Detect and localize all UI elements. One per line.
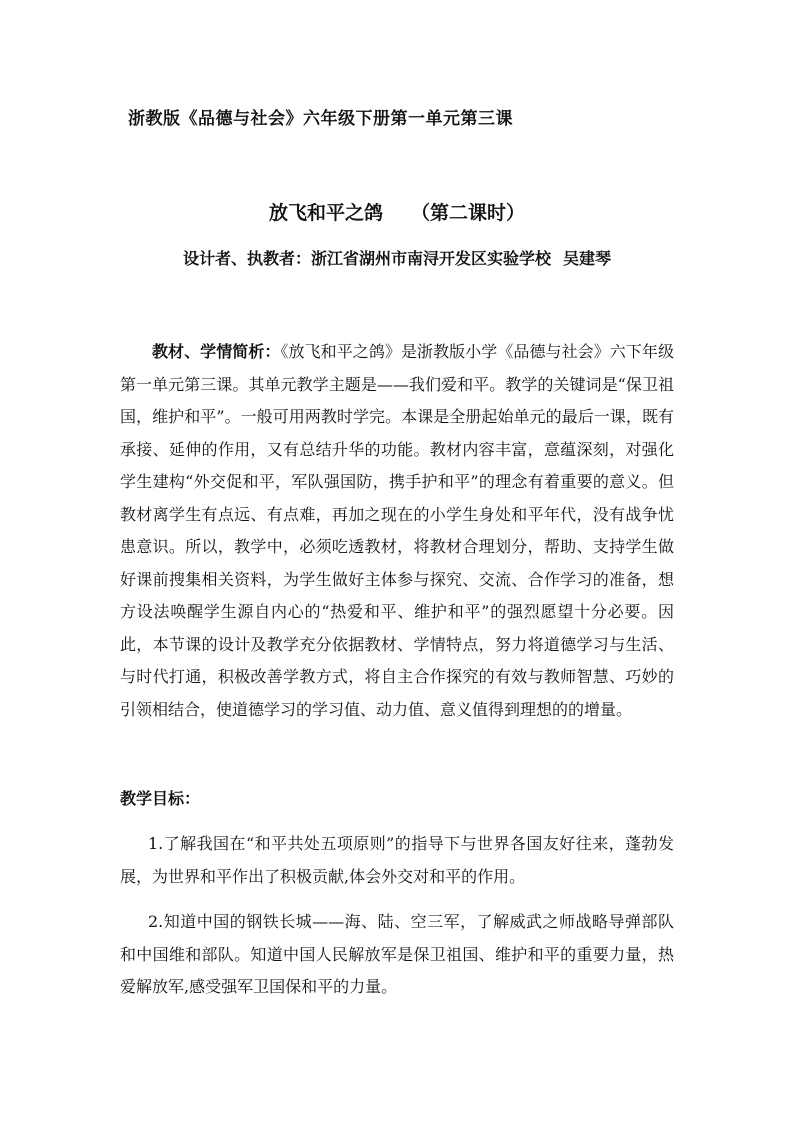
designer-name: 吴建琴 — [563, 249, 612, 268]
lesson-title-main: 放飞和平之鸽 — [268, 202, 383, 224]
document-header: 浙教版《品德与社会》六年级下册第一单元第三课 — [128, 109, 513, 129]
goal-item-1: 1.了解我国在“和平共处五项原则”的指导下与世界各国友好往来，蓬勃发展，为世界和平作出了积极贡献,体会外交对和平的作用。 — [120, 834, 674, 886]
designer-label: 设计者、执教者：浙江省湖州市南浔开发区实验学校 — [182, 249, 551, 268]
intro-text: 《放飞和平之鸽》是浙教版小学《品德与社会》六下年级第一单元第三课。其单元教学主题是——我们爱和平。教学的关键词是“保卫祖国，维护和平”。一般可用两教时学完。本课是全册起始单元的最后一课，既有承接、延伸的作用，又有总结升华的功能。教材内容丰富，意蕴深刻，对强化学生建构“外交促和平，军队强国防，携手护和平”的理念有着重要的意义。但教材离学生有点远、有点难，再加之现在的小学生身处和平年代，没有战争忧患意识。所以，教学中，必须吃透教材，将教材合理划分，帮助、支持学生做好课前搜集相关资料，为学生做好主体参与探究、交流、合作学习的准备，想方设法唤醒学生源自内心的“热爱和平、维护和平”的强烈愿望十分必要。因此，本节课的设计及教学充分依据教材、学情特点，努力将道德学习与生活、与时代打通，积极改善学教方式，将自主合作探究的有效与教师智慧、巧妙的引领相结合，使道德学习的学习值、动力值、意义值得到理想的的增量。 — [120, 342, 674, 719]
designer-line — [0, 246, 794, 269]
goals-heading: 教学目标： — [120, 789, 201, 808]
intro-lead: 教材、学情简析： — [152, 342, 281, 361]
lesson-title-sub: （第二课时） — [411, 202, 526, 224]
lesson-title — [0, 198, 794, 225]
goal-item-2: 2.知道中国的钢铁长城——海、陆、空三军，了解威武之师战略导弹部队和中国维和部队。知道中国人民解放军是保卫祖国、维护和平的重要力量，热爱解放军,感受强军卫国保和平的力量。 — [120, 912, 674, 996]
intro-paragraph — [120, 336, 674, 726]
